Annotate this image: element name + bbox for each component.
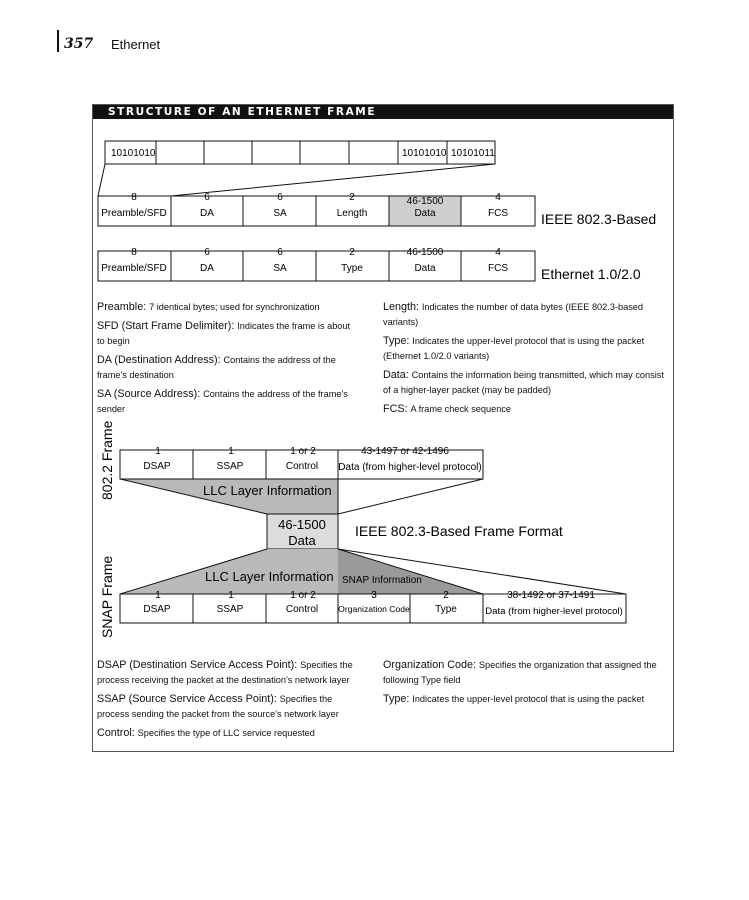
- ieee-size: 46-1500: [406, 196, 444, 207]
- f8022-field: Data (from higher-level protocol): [338, 462, 482, 473]
- frame-8022-side-label: 802.2 Frame: [99, 420, 115, 500]
- definition: Length: Indicates the number of data bytes (IEEE 802.3-based variants): [383, 301, 644, 327]
- f8022-field: DSAP: [143, 461, 171, 472]
- definition: Type: Indicates the upper-level protocol that is using the packet (Ethernet 1.0/2.0 variants): [383, 335, 645, 361]
- f8022-field: SSAP: [216, 461, 244, 472]
- definitions-left: [97, 300, 359, 417]
- ieee-size: 8: [131, 192, 137, 203]
- ieee-field: Preamble/SFD: [101, 208, 167, 219]
- figure-title: STRUCTURE OF AN ETHERNET FRAME: [93, 105, 673, 119]
- definition: SSAP (Source Service Access Point): Specifies the process sending the packet from the source's network layer: [97, 693, 339, 719]
- snap-size: 1: [155, 590, 161, 601]
- snap-size: 1 or 2: [290, 590, 316, 601]
- ieee-size: 4: [495, 192, 501, 203]
- snap-field: SSAP: [216, 604, 244, 615]
- snap-field: DSAP: [143, 604, 171, 615]
- definition: DA (Destination Address): Contains the address of the frame's destination: [97, 354, 336, 380]
- snap-size: 2: [443, 590, 449, 601]
- f8022-size: 1: [228, 446, 234, 457]
- definitions-bottom-left: [97, 658, 365, 741]
- eth-field: Type: [341, 263, 363, 274]
- eth-size: 46-1500: [406, 247, 444, 258]
- eth-size: 6: [277, 247, 283, 258]
- page-number: 357: [64, 36, 94, 52]
- definition: SFD (Start Frame Delimiter): Indicates the frame is about to begin: [97, 320, 351, 346]
- ieee-field: Length: [336, 208, 368, 219]
- chapter-title: Ethernet: [111, 37, 161, 52]
- definitions-bottom-right: [383, 658, 668, 707]
- center-data-name: Data: [288, 533, 316, 548]
- ieee-size: 6: [204, 192, 210, 203]
- definition: Preamble: 7 identical bytes; used for synchronization: [97, 301, 320, 313]
- llc-snap-label: LLC Layer Information: [205, 569, 334, 584]
- center-data-size: 46-1500: [278, 517, 326, 532]
- eth-field: FCS: [488, 263, 508, 274]
- eth-field: DA: [200, 263, 214, 274]
- ieee-field: SA: [273, 208, 287, 219]
- eth-field: SA: [273, 263, 287, 274]
- definition: FCS: A frame check sequence: [383, 403, 512, 415]
- snap-field: Data (from higher-level protocol): [485, 606, 623, 617]
- eth-label: Ethernet 1.0/2.0: [541, 266, 641, 282]
- f8022-size: 1 or 2: [290, 446, 316, 457]
- center-caption: IEEE 802.3-Based Frame Format: [355, 523, 563, 539]
- definition: Control: Specifies the type of LLC service requested: [97, 727, 315, 739]
- snap-info-label: SNAP Information: [342, 575, 422, 586]
- snap-field: Type: [435, 604, 457, 615]
- snap-size: 3: [371, 590, 377, 601]
- definition: SA (Source Address): Contains the address of the frame's sender: [97, 388, 348, 414]
- ieee-field: FCS: [488, 208, 508, 219]
- f8022-field: Control: [285, 461, 319, 472]
- snap-size: 38-1492 or 37-1491: [507, 590, 595, 601]
- ieee-field: Data: [414, 208, 436, 219]
- snap-size: 1: [228, 590, 234, 601]
- definition: DSAP (Destination Service Access Point): Specifies the process receiving the packet at the destination's network layer: [97, 659, 353, 685]
- definitions-right: [383, 300, 668, 417]
- eth-size: 2: [349, 247, 355, 258]
- definition: Organization Code: Specifies the organization that assigned the following Type field: [383, 659, 657, 685]
- snap-side-label: SNAP Frame: [99, 555, 115, 638]
- definition: Data: Contains the information being transmitted, which may consist of a higher-layer packet (may be padded): [383, 369, 664, 395]
- bit-first: 10101010: [111, 148, 156, 159]
- f8022-size: 1: [155, 446, 161, 457]
- llc-8022-label: LLC Layer Information: [203, 483, 332, 498]
- bit-last: 10101011: [451, 148, 495, 159]
- bit-middle: 10101010: [402, 148, 447, 159]
- snap-field: Control: [285, 604, 319, 615]
- eth-size: 6: [204, 247, 210, 258]
- eth-field: Data: [414, 263, 436, 274]
- snap-field: Organization Code: [338, 604, 410, 614]
- ieee-size: 2: [349, 192, 355, 203]
- eth-size: 4: [495, 247, 501, 258]
- ieee-label: IEEE 802.3-Based: [541, 211, 657, 227]
- definition: Type: Indicates the upper-level protocol that is using the packet: [383, 693, 645, 705]
- eth-size: 8: [131, 247, 137, 258]
- eth-field: Preamble/SFD: [101, 263, 167, 274]
- f8022-size: 43-1497 or 42-1496: [361, 446, 449, 457]
- ieee-field: DA: [200, 208, 214, 219]
- ieee-size: 6: [277, 192, 283, 203]
